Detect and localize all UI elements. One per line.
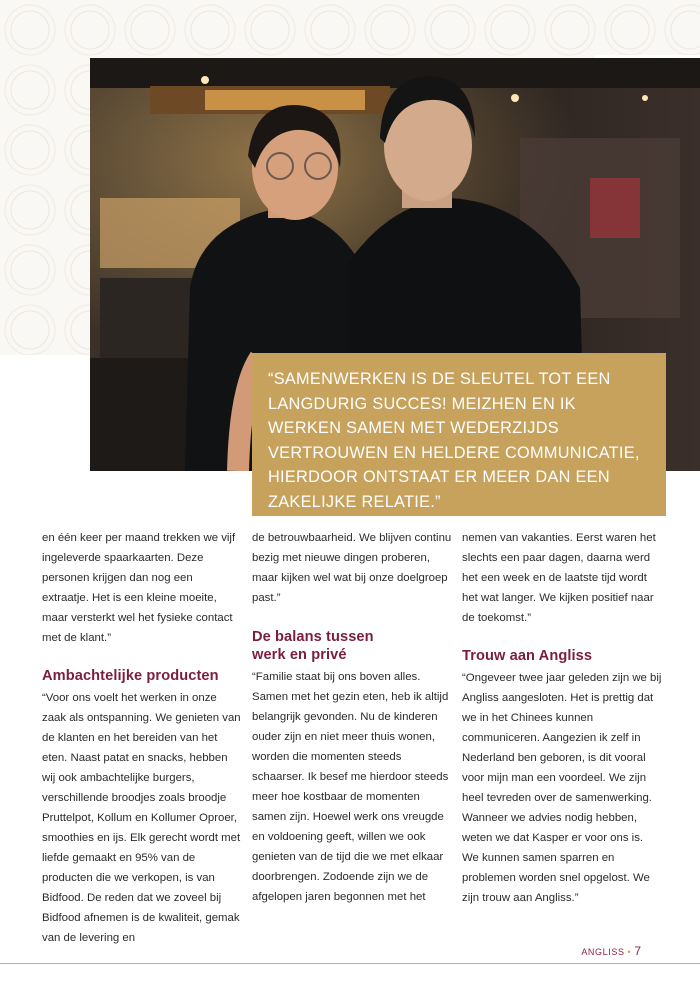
column-2-body: “Familie staat bij ons boven alles. Samen met het gezin eten, heb ik altijd belangrijk gevonden. Nu de kinderen ouder zijn en niet meer thuis wonen, worden die momenten steeds schaarser. Ik besef me hierdoor steeds meer hoe kostbaar de momenten samen zijn. Hoewel werk ons vreugde en voldoening geeft, willen we ook genieten van de tijd die we met elkaar doorbrengen. Zodoende zijn we de afgelopen jaren begonnen met het [252,671,449,903]
section-heading-trouw-aan-angliss: Trouw aan Angliss [462,648,593,664]
pull-quote-author: - KASPER WITTE [268,521,357,532]
column-2-intro: de betrouwbaarheid. We blijven continu bezig met nieuwe dingen proberen, maar kijken wel wat bij onze doelgroep past.” [252,532,452,604]
page-number: 7 [634,944,641,958]
pull-quote-text: “SAMENWERKEN IS DE SLEUTEL TOT EEN LANGDURIG SUCCES! MEIZHEN EN IK WERKEN SAMEN MET WEDERZIJDS VERTROUWEN EN HELDERE COMMUNICATIE, HIERDOOR ONTSTAAT ER MEER DAN EEN ZAKELIJKE RELATIE.” [268,370,640,511]
footer-separator: • [627,947,632,957]
column-3-intro: nemen van vakanties. Eerst waren het slechts een paar dagen, daarna werd het een week en de laatste tijd wordt het wat langer. We kijken positief naar de toekomst.” [462,532,656,624]
column-3-body: “Ongeveer twee jaar geleden zijn we bij Angliss aangesloten. Het is prettig dat we in het Chinees kunnen communiceren. Aangezien ik zelf in Nederland ben geboren, is dit vooral voor mijn man een voordeel. We zijn heel tevreden over de samenwerking. Wanneer we advies nodig hebben, weten we dat Kasper er voor ons is. We kunnen samen sparren en problemen worden snel opgelost. We zijn trouw aan Angliss.” [462,672,662,904]
footer-brand: ANGLISS [581,947,625,957]
article-column-1 [42,528,242,948]
article-column-3 [462,528,662,908]
section-heading-ambachtelijke-producten: Ambachtelijke producten [42,668,219,684]
page-footer [581,944,641,958]
footer-divider [0,963,700,964]
pull-quote [252,353,666,532]
article-column-2 [252,528,452,907]
column-1-body: “Voor ons voelt het werken in onze zaak als ontspanning. We genieten van de klanten en het bereiden van het eten. Naast patat en snacks, hebben wij ook ambachtelijke burgers, verschillende broodjes zoals broodje Pruttelpot, Kollum en Kollumer Oproer, smoothies en ijs. Elk gerecht wordt met liefde gemaakt en 95% van de producten die we verkopen, is van Bidfood. De reden dat we zoveel bij Bidfood afnemen is de kwaliteit, gemak van de levering en [42,692,241,944]
column-1-intro: en één keer per maand trekken we vijf ingeleverde spaarkaarten. Deze personen krijgen dan nog een extraatje. Het is een kleine moeite, maar versterkt wel het fysieke contact met de klant.” [42,532,236,644]
section-heading-werk-en-prive: De balans tussen werk en privé [252,629,374,663]
